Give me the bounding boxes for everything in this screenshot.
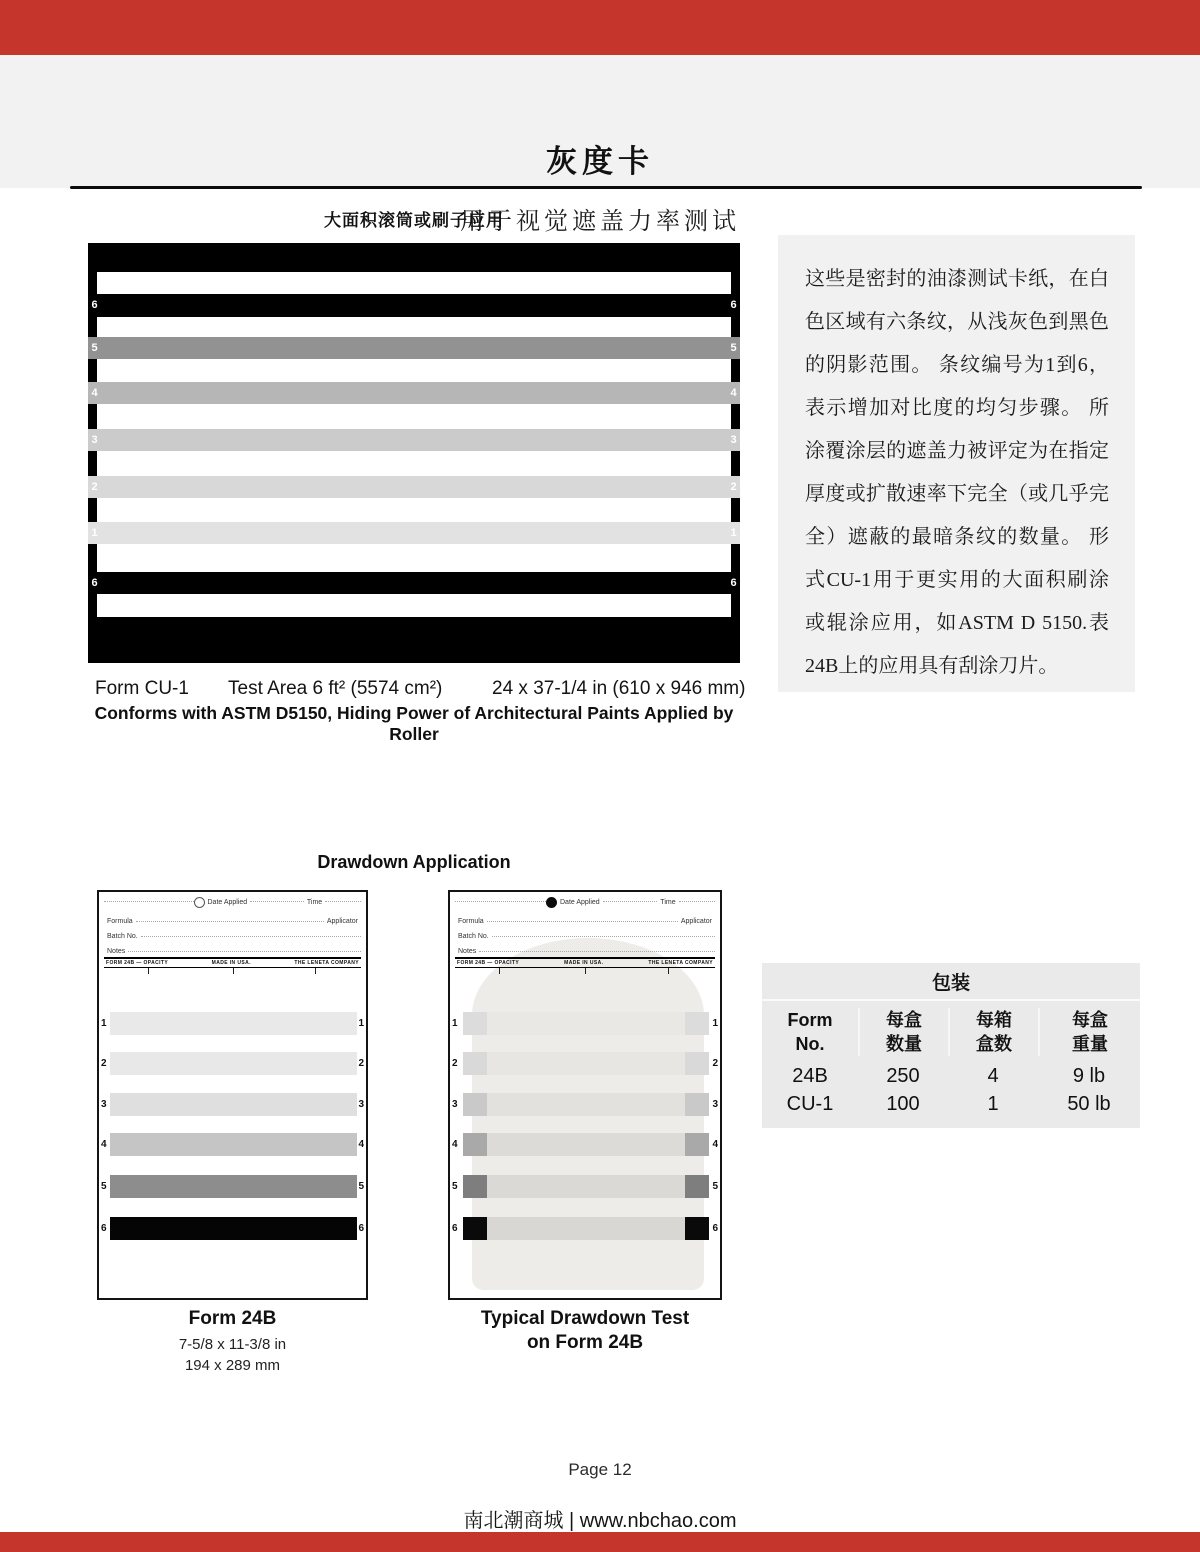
cu1-stripe-label: 6 [91, 577, 98, 589]
cu1-stripe-2 [88, 476, 740, 498]
stripe-label: 1 [101, 1018, 107, 1029]
table-cell: 4 [987, 1065, 999, 1087]
cu1-section-label: 大面积滚筒或刷子应用 [324, 211, 504, 230]
stripe-label: 4 [358, 1139, 364, 1150]
form-24b-size-in: 7-5/8 x 11-3/8 in [178, 1336, 287, 1353]
packaging-table-title: 包装 [762, 963, 1140, 1001]
cu1-caption-form: Form CU-1 [95, 678, 189, 699]
form-rule-center: MADE IN USA. [211, 960, 251, 966]
stripe-label: 5 [101, 1181, 107, 1192]
table-cell: 250 [886, 1065, 920, 1087]
stripe-label: 4 [101, 1139, 107, 1150]
blank-card-stripes [99, 892, 366, 1298]
stripe-6-left-end [463, 1217, 487, 1240]
table-header-line: 重量 [1072, 1034, 1108, 1054]
stripe-4-left-end [463, 1133, 487, 1156]
stripe-6 [110, 1217, 357, 1240]
form-24b-test-card [448, 890, 722, 1300]
time-label: Time [306, 899, 323, 906]
stripe-3-covered [487, 1093, 685, 1116]
stripe-label: 6 [358, 1223, 364, 1234]
stripe-label: 4 [452, 1139, 458, 1150]
stripe-3-right-end [685, 1093, 709, 1116]
test-card-stripes [450, 892, 720, 1298]
form-rule-right: THE LENETA COMPANY [648, 960, 713, 966]
top-brand-bar [0, 0, 1200, 55]
cu1-stripe-label: 6 [91, 299, 98, 311]
description-panel [778, 235, 1135, 692]
time-label: Time [660, 899, 676, 906]
table-header-line: 每盒 [886, 1010, 922, 1030]
table-row [762, 1062, 1140, 1090]
stripe-label: 4 [712, 1139, 718, 1150]
stripe-3 [110, 1093, 357, 1116]
stripe-label: 2 [452, 1058, 458, 1069]
form-rule-right: THE LENETA COMPANY [294, 960, 359, 966]
test-card-caption-line1: Typical Drawdown Test [480, 1308, 690, 1329]
stripe-2 [110, 1052, 357, 1075]
packaging-table [762, 963, 1140, 1128]
cu1-stripe-5 [88, 337, 740, 359]
stripe-6-covered [487, 1217, 685, 1240]
stripe-6-right-end [685, 1217, 709, 1240]
cu1-stripe-4 [88, 382, 740, 404]
cu1-stripe-label: 3 [730, 434, 737, 446]
stripe-4-covered [487, 1133, 685, 1156]
stripe-1-covered [487, 1012, 685, 1035]
notes-label: Notes [107, 948, 126, 955]
table-header-cell [858, 1008, 948, 1056]
table-header-line: 每箱 [976, 1010, 1012, 1030]
cu1-stripe-label: 1 [91, 527, 98, 539]
cu1-white-stripe [97, 404, 731, 429]
cu1-stripe-label: 6 [730, 577, 737, 589]
cu1-stripe-label: 4 [91, 387, 98, 399]
cu1-white-stripe [97, 451, 731, 476]
stripe-3-left-end [463, 1093, 487, 1116]
cu1-stripe-label: 1 [730, 527, 737, 539]
table-row [762, 1090, 1140, 1118]
cu1-stripe-label: 2 [91, 481, 98, 493]
cu1-stripe-label: 3 [91, 434, 98, 446]
table-header-cell [948, 1008, 1038, 1056]
packaging-table-header-row [762, 1001, 1140, 1062]
formula-label: Formula [458, 918, 484, 925]
stripe-1-right-end [685, 1012, 709, 1035]
notes-label: Notes [458, 948, 477, 955]
stripe-label: 1 [712, 1018, 718, 1029]
stripe-5-left-end [463, 1175, 487, 1198]
stripe-2-left-end [463, 1052, 487, 1075]
cu1-caption-size: 24 x 37-1/4 in (610 x 946 mm) [492, 678, 746, 699]
footer-site-link[interactable]: 南北潮商城 | www.nbchao.com [463, 1510, 737, 1532]
stripe-label: 3 [358, 1099, 364, 1110]
batch-no-label: Batch No. [107, 933, 138, 940]
applicator-label: Applicator [680, 918, 712, 925]
stripe-label: 3 [452, 1099, 458, 1110]
bottom-brand-bar [0, 1532, 1200, 1552]
date-applied-label: Date Applied [560, 899, 600, 906]
page-title: 灰度卡 [546, 144, 654, 179]
cu1-white-stripe [97, 544, 731, 572]
cu1-stripe-label: 6 [730, 299, 737, 311]
drawdown-section-label: Drawdown Application [317, 852, 511, 872]
form-rule-left: FORM 24B — OPACITY [106, 960, 169, 966]
table-cell: 100 [886, 1093, 920, 1115]
table-cell: CU-1 [786, 1093, 834, 1115]
cu1-white-stripe [97, 498, 731, 522]
stripe-label: 3 [712, 1099, 718, 1110]
stripe-label: 6 [712, 1223, 718, 1234]
cu1-caption-area: Test Area 6 ft² (5574 cm²) [228, 678, 443, 699]
stripe-5-covered [487, 1175, 685, 1198]
table-header-line: Form [787, 1010, 833, 1030]
stripe-label: 2 [358, 1058, 364, 1069]
table-header-cell [762, 1008, 858, 1056]
table-header-line: 数量 [886, 1034, 922, 1054]
table-cell: 9 lb [1072, 1065, 1106, 1087]
table-header-line: No. [795, 1034, 825, 1054]
formula-label: Formula [107, 918, 133, 925]
test-card-caption-line2: on Form 24B [526, 1332, 644, 1353]
stripe-label: 5 [712, 1181, 718, 1192]
stripe-label: 5 [452, 1181, 458, 1192]
table-cell: 50 lb [1067, 1093, 1111, 1115]
cu1-stripe-6 [88, 572, 740, 594]
form-rule-left: FORM 24B — OPACITY [457, 960, 520, 966]
page-number: Page 12 [568, 1460, 632, 1479]
cu1-card [88, 243, 740, 663]
form-rule-center: MADE IN USA. [564, 960, 604, 966]
stripe-5 [110, 1175, 357, 1198]
table-header-line: 盒数 [976, 1034, 1012, 1054]
stripe-label: 5 [358, 1181, 364, 1192]
stripe-label: 1 [358, 1018, 364, 1029]
cu1-white-stripe [97, 594, 731, 617]
date-applied-label: Date Applied [207, 899, 248, 906]
form-24b-size-mm: 194 x 289 mm [184, 1357, 281, 1374]
applicator-label: Applicator [326, 918, 358, 925]
cu1-white-stripe [97, 317, 731, 337]
form-24b-caption: Form 24B [188, 1308, 277, 1329]
page-subtitle: 用于视觉遮盖力率测试 [460, 209, 740, 235]
stripe-label: 1 [452, 1018, 458, 1029]
stripe-label: 6 [101, 1223, 107, 1234]
cu1-stripe-1 [88, 522, 740, 544]
cu1-stripe-6 [88, 294, 740, 317]
form-24b-blank-card [97, 890, 368, 1300]
table-header-cell [1038, 1008, 1140, 1056]
cu1-white-stripe [97, 272, 731, 294]
table-header-line: 每盒 [1072, 1010, 1108, 1030]
table-cell: 1 [987, 1093, 999, 1115]
description-text: 这些是密封的油漆测试卡纸，在白色区域有六条纹，从浅灰色到黑色的阴影范围。 条纹编号为1到6，表示增加对比度的均匀步骤。 所涂覆涂层的遮盖力被评定为在指定厚度或扩散速率下完全（或几乎完全）遮蔽的最暗条纹的数量。 形式CU-1用于更实用的大面积刷涂或辊涂应用，如ASTM D 5150.表24B上的应用具有刮涂刀片。 [805, 268, 1109, 677]
cu1-stripe-label: 5 [730, 342, 737, 354]
stripe-label: 6 [452, 1223, 458, 1234]
cu1-caption-conformance: Conforms with ASTM D5150, Hiding Power of Architectural Paints Applied by Roller [94, 703, 734, 744]
stripe-1-left-end [463, 1012, 487, 1035]
stripe-5-right-end [685, 1175, 709, 1198]
cu1-stripe-label: 2 [730, 481, 737, 493]
stripe-label: 3 [101, 1099, 107, 1110]
cu1-stripe-label: 4 [730, 387, 737, 399]
cu1-stripe-3 [88, 429, 740, 451]
title-rule [70, 186, 1142, 189]
stripe-4 [110, 1133, 357, 1156]
batch-no-label: Batch No. [458, 933, 489, 940]
stripe-2-covered [487, 1052, 685, 1075]
stripe-label: 2 [712, 1058, 718, 1069]
cu1-stripe-label: 5 [91, 342, 98, 354]
table-cell: 24B [792, 1065, 828, 1087]
cu1-white-stripe [97, 359, 731, 382]
stripe-4-right-end [685, 1133, 709, 1156]
stripe-1 [110, 1012, 357, 1035]
stripe-2-right-end [685, 1052, 709, 1075]
stripe-label: 2 [101, 1058, 107, 1069]
